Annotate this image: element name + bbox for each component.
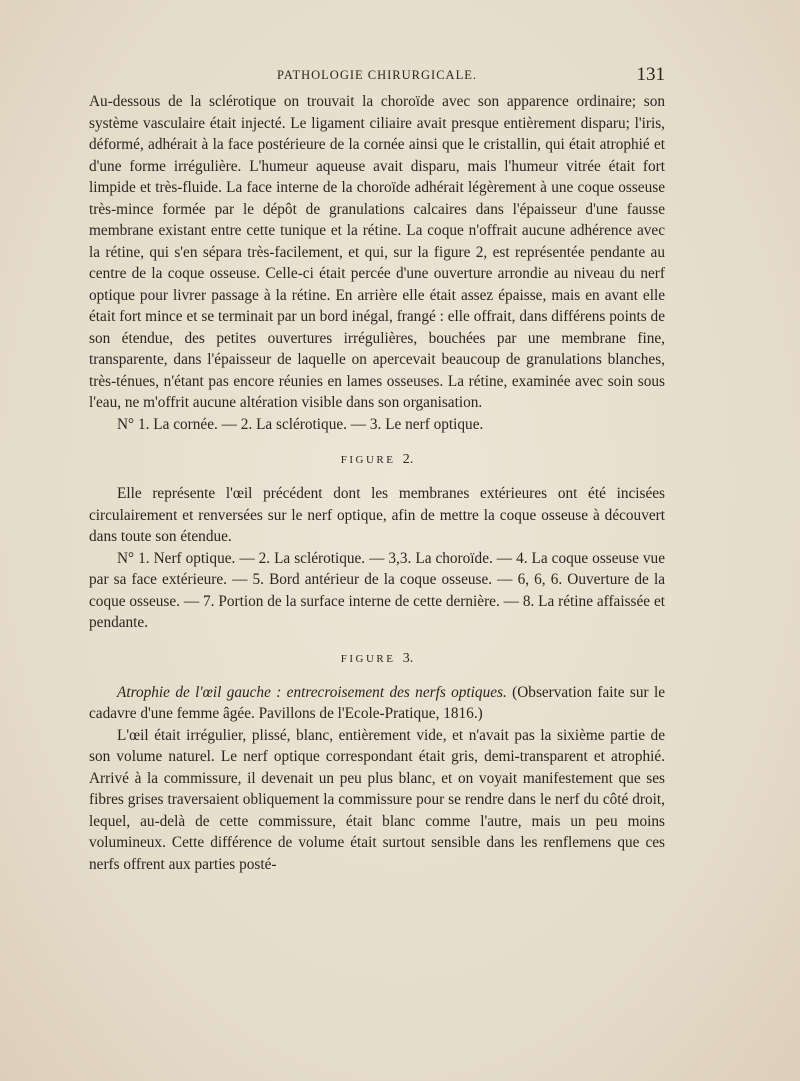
running-title: PATHOLOGIE CHIRURGICALE. bbox=[277, 68, 477, 82]
figure-2-number: 2. bbox=[402, 452, 414, 467]
paragraph-fig2-description: Elle représente l'œil précédent dont les membranes extérieures ont été incisées circulairement et renversées sur le nerf optique, afin de mettre la coque osseuse à découvert dans toute son étendue. bbox=[89, 485, 665, 545]
paragraph-fig3-description: L'œil était irrégulier, plissé, blanc, entièrement vide, et n'avait pas la sixième partie de son volume naturel. Le nerf optique correspondant était gris, demi-transparent et atrophié. Arrivé à la commissure, il devenait un peu plus blanc, et on voyait manifestement que ses fibres grises traversaient obliquement la commissure pour se rendre dans le nerf du côté droit, lequel, au-delà de cette commissure, était blanc comme l'autre, mais un peu moins volumineux. Cette différence de volume était surtout sensible dans les renflemens que ces nerfs offrent aux parties posté- bbox=[89, 726, 665, 873]
figure-2-label: FIGURE bbox=[340, 454, 396, 466]
page-number: 131 bbox=[636, 64, 665, 85]
body-text bbox=[89, 91, 665, 875]
page-header bbox=[89, 64, 665, 84]
paragraph-fig1-description: Au-dessous de la sclérotique on trouvait la choroïde avec son apparence ordinaire; son système vasculaire était injecté. Le ligament ciliaire avait presque entièrement disparu; l'iris, déformé, adhérait à la face postérieure de la cornée ainsi que le cristallin, qui était atrophié et d'une forme irrégulière. L'humeur aqueuse avait disparu, mais l'humeur vitrée était fort limpide et très-fluide. La face interne de la choroïde adhérait légèrement à une coque osseuse très-mince formée par le dépôt de granulations calcaires dans l'épaisseur d'une fausse membrane existant entre cette tunique et la rétine. La coque n'offrait aucune adhérence avec la rétine, qui s'en sépara très-facilement, et qui, sur la figure 2, est représentée pendante au centre de la coque osseuse. Celle-ci était percée d'une ouverture arrondie au niveau du nerf optique pour livrer passage à la rétine. En arrière elle était assez épaisse, mais en avant elle était fort mince et se terminait par un bord inégal, frangé : elle offrait, dans différens points de son étendue, des petites ouvertures irrégulières, bouchées par une membrane fine, transparente, dans l'épaisseur de laquelle on apercevait beaucoup de granulations blanches, très-ténues, n'étant pas encore réunies en lames osseuses. La rétine, examinée avec soin sous l'eau, ne m'offrit aucune altération visible dans son organisation. bbox=[89, 93, 665, 411]
figure-2-heading bbox=[89, 453, 665, 467]
paragraph-fig1-legend: N° 1. La cornée. — 2. La sclérotique. — 3. Le nerf optique. bbox=[117, 415, 484, 433]
figure-3-label: FIGURE bbox=[340, 652, 396, 665]
fig3-title-observation: (Observation faite sur le cadavre d'une femme âgée. Pavillons de l'Ecole-Pratique, 1816.) bbox=[89, 683, 665, 722]
paragraph-fig2-legend: N° 1. Nerf optique. — 2. La sclérotique. — 3,3. La choroïde. — 4. La coque osseuse vue par sa face extérieure. — 5. Bord antérieur de la coque osseuse. — 6, 6, 6. Ouverture de la coque osseuse. — 7. Portion de la surface interne de cette dernière. — 8. La rétine affaissée et pendante. bbox=[89, 549, 665, 631]
figure-3-number: 3. bbox=[402, 650, 414, 666]
figure-3-heading bbox=[89, 652, 665, 666]
paragraph-fig3-title bbox=[89, 682, 665, 725]
fig3-title-italic: Atrophie de l'œil gauche : entrecroisement des nerfs optiques. bbox=[117, 683, 507, 701]
